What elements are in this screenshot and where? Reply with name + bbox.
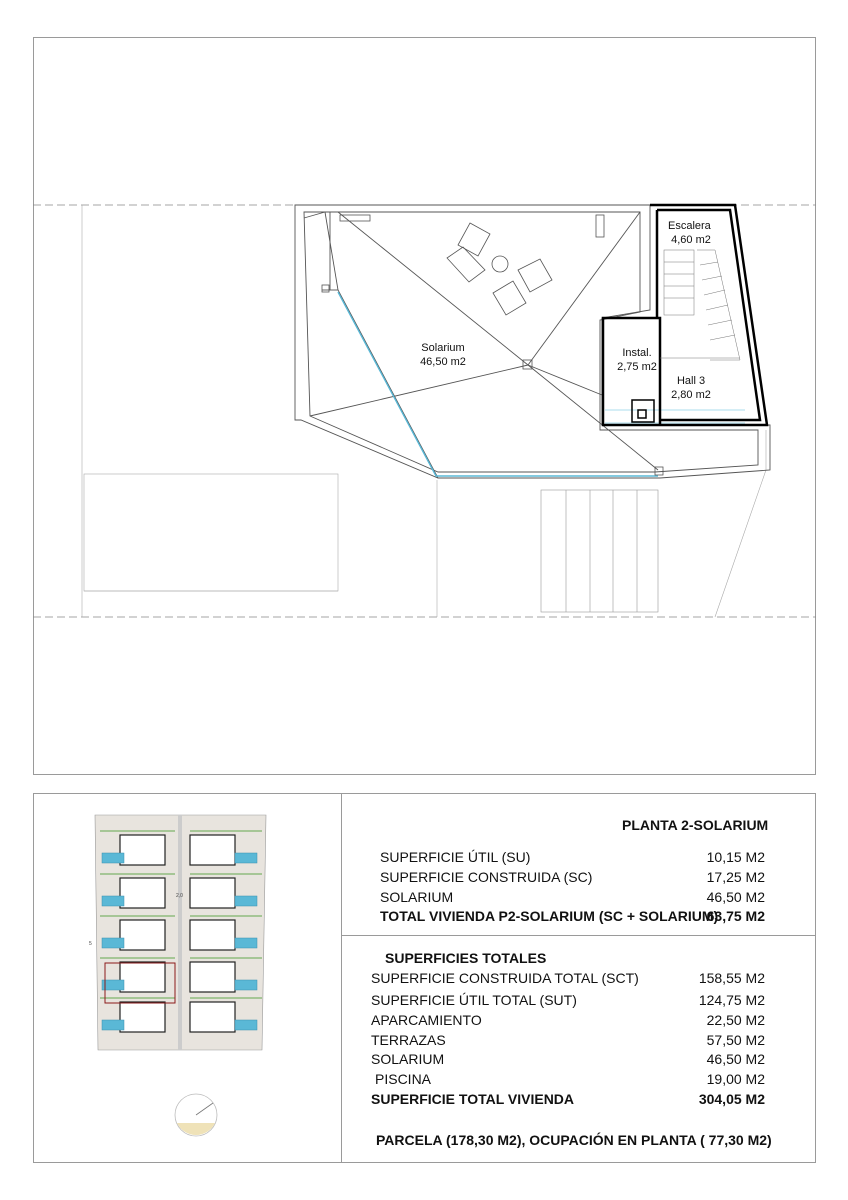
totals-row-value: 57,50 M2 bbox=[706, 1032, 765, 1048]
north-compass-icon bbox=[175, 1094, 217, 1136]
totals-row-value: 46,50 M2 bbox=[706, 1051, 765, 1067]
summary-row-value: 10,15 M2 bbox=[706, 849, 765, 865]
site-plan-thumbnail bbox=[95, 815, 266, 1050]
totals-row-label: SUPERFICIE CONSTRUIDA TOTAL (SCT) bbox=[371, 970, 639, 986]
stair-treads bbox=[660, 250, 740, 360]
site-pool bbox=[102, 938, 124, 948]
site-house-unit bbox=[120, 920, 165, 950]
totals-row-label: APARCAMIENTO bbox=[371, 1012, 482, 1028]
glass-balustrade bbox=[338, 292, 658, 476]
summary-row-label: SUPERFICIE CONSTRUIDA (SC) bbox=[380, 869, 593, 885]
site-house-unit bbox=[120, 835, 165, 865]
site-house-unit bbox=[190, 962, 235, 992]
summary-total-label: TOTAL VIVIENDA P2-SOLARIUM (SC + SOLARIUM) bbox=[380, 908, 719, 924]
totals-row-label: TERRAZAS bbox=[371, 1032, 446, 1048]
room-label-instal: Instal. 2,75 m2 bbox=[617, 347, 657, 373]
site-house-unit bbox=[190, 878, 235, 908]
floor-summary-title: PLANTA 2-SOLARIUM bbox=[622, 817, 769, 833]
summary-row-value: 17,25 M2 bbox=[706, 869, 765, 885]
site-pool bbox=[102, 853, 124, 863]
context-lines bbox=[82, 205, 766, 617]
totals-row-value: 19,00 M2 bbox=[706, 1071, 765, 1087]
totals-row-label: SUPERFICIE ÚTIL TOTAL (SUT) bbox=[371, 992, 577, 1008]
sun-loungers bbox=[322, 215, 663, 475]
totals-title: SUPERFICIES TOTALES bbox=[385, 950, 547, 966]
site-pool bbox=[102, 1020, 124, 1030]
summary-row-label: SOLARIUM bbox=[380, 889, 454, 905]
totals-row-value: 124,75 M2 bbox=[698, 992, 765, 1008]
site-house-unit bbox=[190, 1002, 235, 1032]
totals-total-label: SUPERFICIE TOTAL VIVIENDA bbox=[371, 1091, 575, 1107]
totals-row-label: SOLARIUM bbox=[371, 1051, 445, 1067]
site-mark-center: 2,0 bbox=[176, 893, 183, 899]
site-house-unit bbox=[120, 962, 165, 992]
summary-total-value: 63,75 M2 bbox=[706, 908, 765, 924]
site-house-unit bbox=[120, 1002, 165, 1032]
site-pool bbox=[102, 896, 124, 906]
totals-total-value: 304,05 M2 bbox=[698, 1091, 765, 1107]
parcel-note: PARCELA (178,30 M2), OCUPACIÓN EN PLANTA ( 77,30 M2) bbox=[376, 1132, 772, 1148]
site-house-unit bbox=[120, 878, 165, 908]
site-pool bbox=[235, 980, 257, 990]
site-pool bbox=[235, 896, 257, 906]
totals-row-value: 158,55 M2 bbox=[698, 970, 765, 986]
room-label-hall: Hall 3 2,80 m2 bbox=[671, 375, 711, 401]
site-house-unit bbox=[190, 835, 235, 865]
instal-fixture bbox=[632, 400, 654, 422]
site-pool bbox=[235, 853, 257, 863]
site-mark-left: 5 bbox=[89, 941, 92, 947]
totals-row-value: 22,50 M2 bbox=[706, 1012, 765, 1028]
totals-row-label: PISCINA bbox=[375, 1071, 432, 1087]
summary-row-label: SUPERFICIE ÚTIL (SU) bbox=[380, 849, 531, 865]
property-lines bbox=[33, 205, 816, 617]
room-label-escalera: Escalera 4,60 m2 bbox=[668, 220, 711, 246]
site-house-unit bbox=[190, 920, 235, 950]
parking-slots bbox=[541, 490, 658, 612]
site-pool bbox=[235, 938, 257, 948]
summary-row-value: 46,50 M2 bbox=[706, 889, 765, 905]
site-pool bbox=[235, 1020, 257, 1030]
room-label-solarium: Solarium 46,50 m2 bbox=[420, 342, 466, 368]
